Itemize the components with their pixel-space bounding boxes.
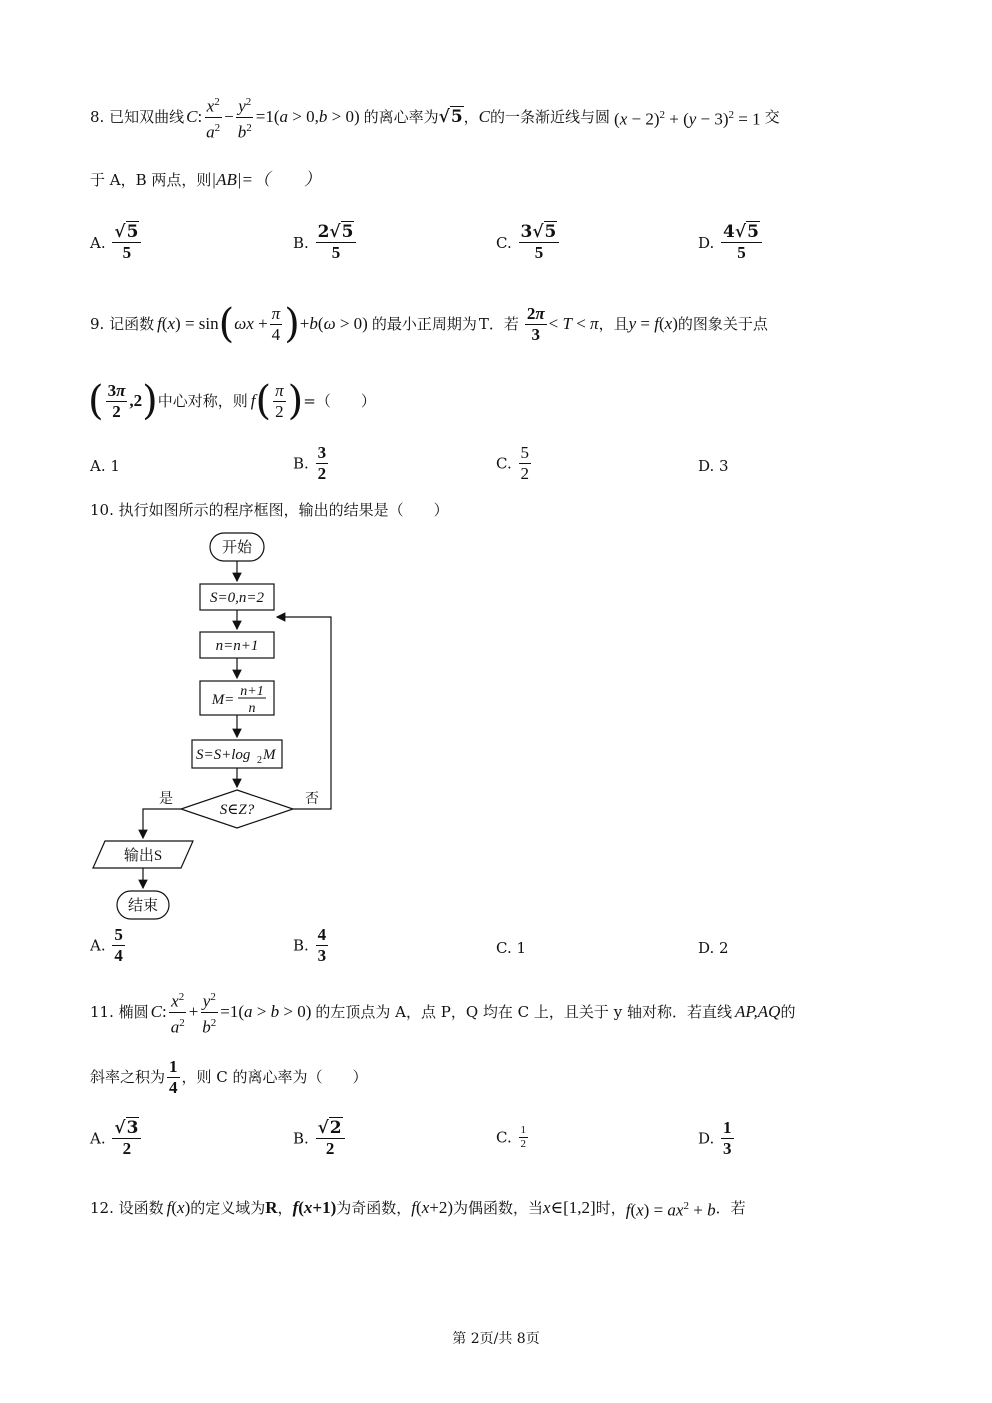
q8-stem-end: 交 (764, 108, 780, 126)
q9-stem-start: 9. 记函数 (90, 315, 155, 333)
flow-init-label: S=0,n=2 (210, 590, 264, 606)
flow-end-label: 结束 (127, 898, 159, 914)
q8-frac-y: $\frac{y^2}{b^2}$ (236, 92, 254, 142)
q12-line1: 12. 设函数 f(x) 的定义域为 R ， f(x+1) 为奇函数， f(x+2) 为偶函数，当 x∈[1,2] 时， $f(x) = ax^2 + b$ ．若 (90, 1198, 746, 1220)
q9-pi-2: $\frac{\pi}{2}$ (275, 380, 284, 421)
q11-line1: 11. 椭圆 C : $\frac{x^2}{a^2}$ + $\frac{y^2}{b^2}$ =1(a > b > 0) 的左顶点为 A，点 P，Q 均在 C 上，且关于 y 轴对称．若直线 AP,AQ 的 (90, 993, 795, 1031)
q8-stem-start: 8. 已知双曲线 (90, 108, 185, 126)
q9-line2-text: 中心对称，则 (157, 392, 248, 410)
q9-option-c[interactable]: C. $\frac{5}{2}$ (496, 443, 529, 483)
q12-odd: 为奇函数， (336, 1199, 412, 1217)
q8-option-c-frac: $\frac{3√5}{5}$ (519, 222, 560, 263)
q9-3pi-2: $\frac{3\pi}{2}$ (107, 380, 126, 421)
q10-stem: 10. 执行如图所示的程序框图，输出的结果是（ ） (90, 501, 449, 519)
q9-stem-end: 的图象关于点 (677, 315, 768, 333)
q8-c: C (478, 107, 491, 126)
q8-line2 (90, 170, 321, 190)
q9-func: f(x) = sin (157, 314, 219, 333)
flow-decision-label: S∈Z? (219, 802, 255, 818)
q8-stem-ecc: 的离心率为 (363, 108, 439, 126)
q10-option-c[interactable]: C. 1 (496, 939, 527, 957)
q12-when: 时， (595, 1199, 626, 1217)
flow-step1-label: n=n+1 (215, 638, 259, 654)
q9-2pi-3: $\frac{2\pi}{3}$ (526, 303, 545, 344)
q11-stem-end: 的 (780, 1003, 796, 1021)
flow-step2-lhs: M= (211, 692, 235, 708)
q8-frac-x: $\frac{x^2}{a^2}$ (204, 92, 222, 142)
flow-no-label: 否 (305, 792, 319, 807)
q8-line1: 8. 已知双曲线 C : $\frac{x^2}{a^2}$ − $\frac{y^2}{b^2}$ =1(a > 0,b > 0) 的离心率为 √5 ， C 的一条渐近线与圆 $(x - 2)^2 + (y - 3)^2 = 1$ 交 (90, 100, 780, 134)
q12-even: 为偶函数，当 (452, 1199, 543, 1217)
flow-step3-label: S=S+log (196, 747, 251, 763)
q10-option-d[interactable]: D. 2 (698, 939, 729, 957)
q8-sqrt5: √5 (438, 107, 463, 127)
page-footer: 第 2页/共 8页 (452, 1331, 540, 1347)
q9-line2: ( $\frac{3\pi}{2}$ ,2 ) 中心对称，则 f ( $\frac{\pi}{2}$ ) =（ ） (88, 378, 376, 424)
q9-option-a[interactable]: A. 1 (90, 457, 120, 475)
q11-line2: 斜率之积为 $\frac{1}{4}$ ，则 C 的离心率为（ ） (90, 1056, 368, 1097)
flow-yes-label: 是 (159, 792, 173, 807)
q11-option-b[interactable]: B. $\frac{√2}{2}$ (293, 1118, 347, 1159)
q9-pi-4: $\frac{\pi}{4}$ (271, 303, 281, 344)
q8-option-d[interactable]: D. $\frac{4√5}{5}$ (698, 222, 764, 263)
q9-t-if: T．若 (478, 315, 519, 333)
q8-option-a[interactable]: A. $\frac{√5}{5}$ (90, 222, 143, 263)
q10-option-b[interactable]: B. $\frac{4}{3}$ (293, 925, 327, 965)
q11-line2-b: ，则 C 的离心率为（ ） (181, 1068, 368, 1086)
q8-option-c[interactable]: C. $\frac{3√5}{5}$ (496, 222, 561, 263)
q8-comma: ， (463, 108, 479, 126)
q11-option-c[interactable]: C. $\frac{1}{2}$ (496, 1124, 526, 1150)
flow-start-label: 开始 (221, 540, 253, 556)
q8-line2-text: 于 A，B 两点，则 (90, 171, 212, 189)
q9-stem-period: 的最小正周期为 (371, 315, 477, 333)
q9-option-d[interactable]: D. 3 (698, 457, 729, 475)
q10-option-a[interactable]: A. $\frac{5}{4}$ (90, 925, 123, 965)
q8-option-a-frac: $\frac{√5}{5}$ (112, 222, 141, 263)
q11-stem-mid: 的左顶点为 A，点 P，Q 均在 C 上，且关于 y 轴对称．若直线 (315, 1003, 732, 1021)
flow-step3-sub: 2 (257, 755, 262, 766)
flow-step2-num: n+1 (240, 684, 264, 699)
q11-option-a[interactable]: A. $\frac{√3}{2}$ (90, 1118, 143, 1159)
q12-domain: 的定义域为 (190, 1199, 266, 1217)
q8-stem-mid: 的一条渐近线与圆 (490, 108, 611, 126)
q8-ab: |AB|=（ ） (211, 170, 321, 189)
q12-stem-start: 12. 设函数 (90, 1199, 164, 1217)
q11-stem-start: 11. 椭圆 (90, 1003, 149, 1021)
q12-r: R (265, 1198, 278, 1217)
flowchart (85, 528, 345, 928)
q9-line1: 9. 记函数 f(x) = sin ( ωx + $\frac{\pi}{4}$ ) +b(ω > 0) 的最小正周期为 T．若 $\frac{2\pi}{3}$ < T < π ，且 y = f(x) 的图象关于点 (90, 301, 768, 347)
flow-step3-tail: M (263, 747, 276, 763)
flow-output-label: 输出S (123, 848, 163, 864)
q12-if: ．若 (715, 1199, 746, 1217)
q8-option-b[interactable]: B. $\frac{2√5}{5}$ (293, 222, 358, 263)
q11-option-d[interactable]: D. $\frac{1}{3}$ (698, 1118, 732, 1158)
q11-line2-a: 斜率之积为 (90, 1068, 166, 1086)
q11-ap-aq: AP,AQ (734, 1002, 781, 1021)
q12-comma: ， (277, 1199, 293, 1217)
flow-step2-den: n (248, 701, 256, 716)
q9-option-b[interactable]: B. $\frac{3}{2}$ (293, 443, 327, 483)
q8-circle-eq: $(x - 2)^2 + (y - 3)^2 = 1$ (614, 108, 761, 129)
q9-eq-paren: =（ ） (303, 392, 376, 410)
q9-and: ，且 (598, 315, 629, 333)
q8-option-d-frac: $\frac{4√5}{5}$ (721, 222, 762, 263)
q8-option-b-frac: $\frac{2√5}{5}$ (316, 222, 357, 263)
q8-curve-eq: C (186, 107, 198, 126)
